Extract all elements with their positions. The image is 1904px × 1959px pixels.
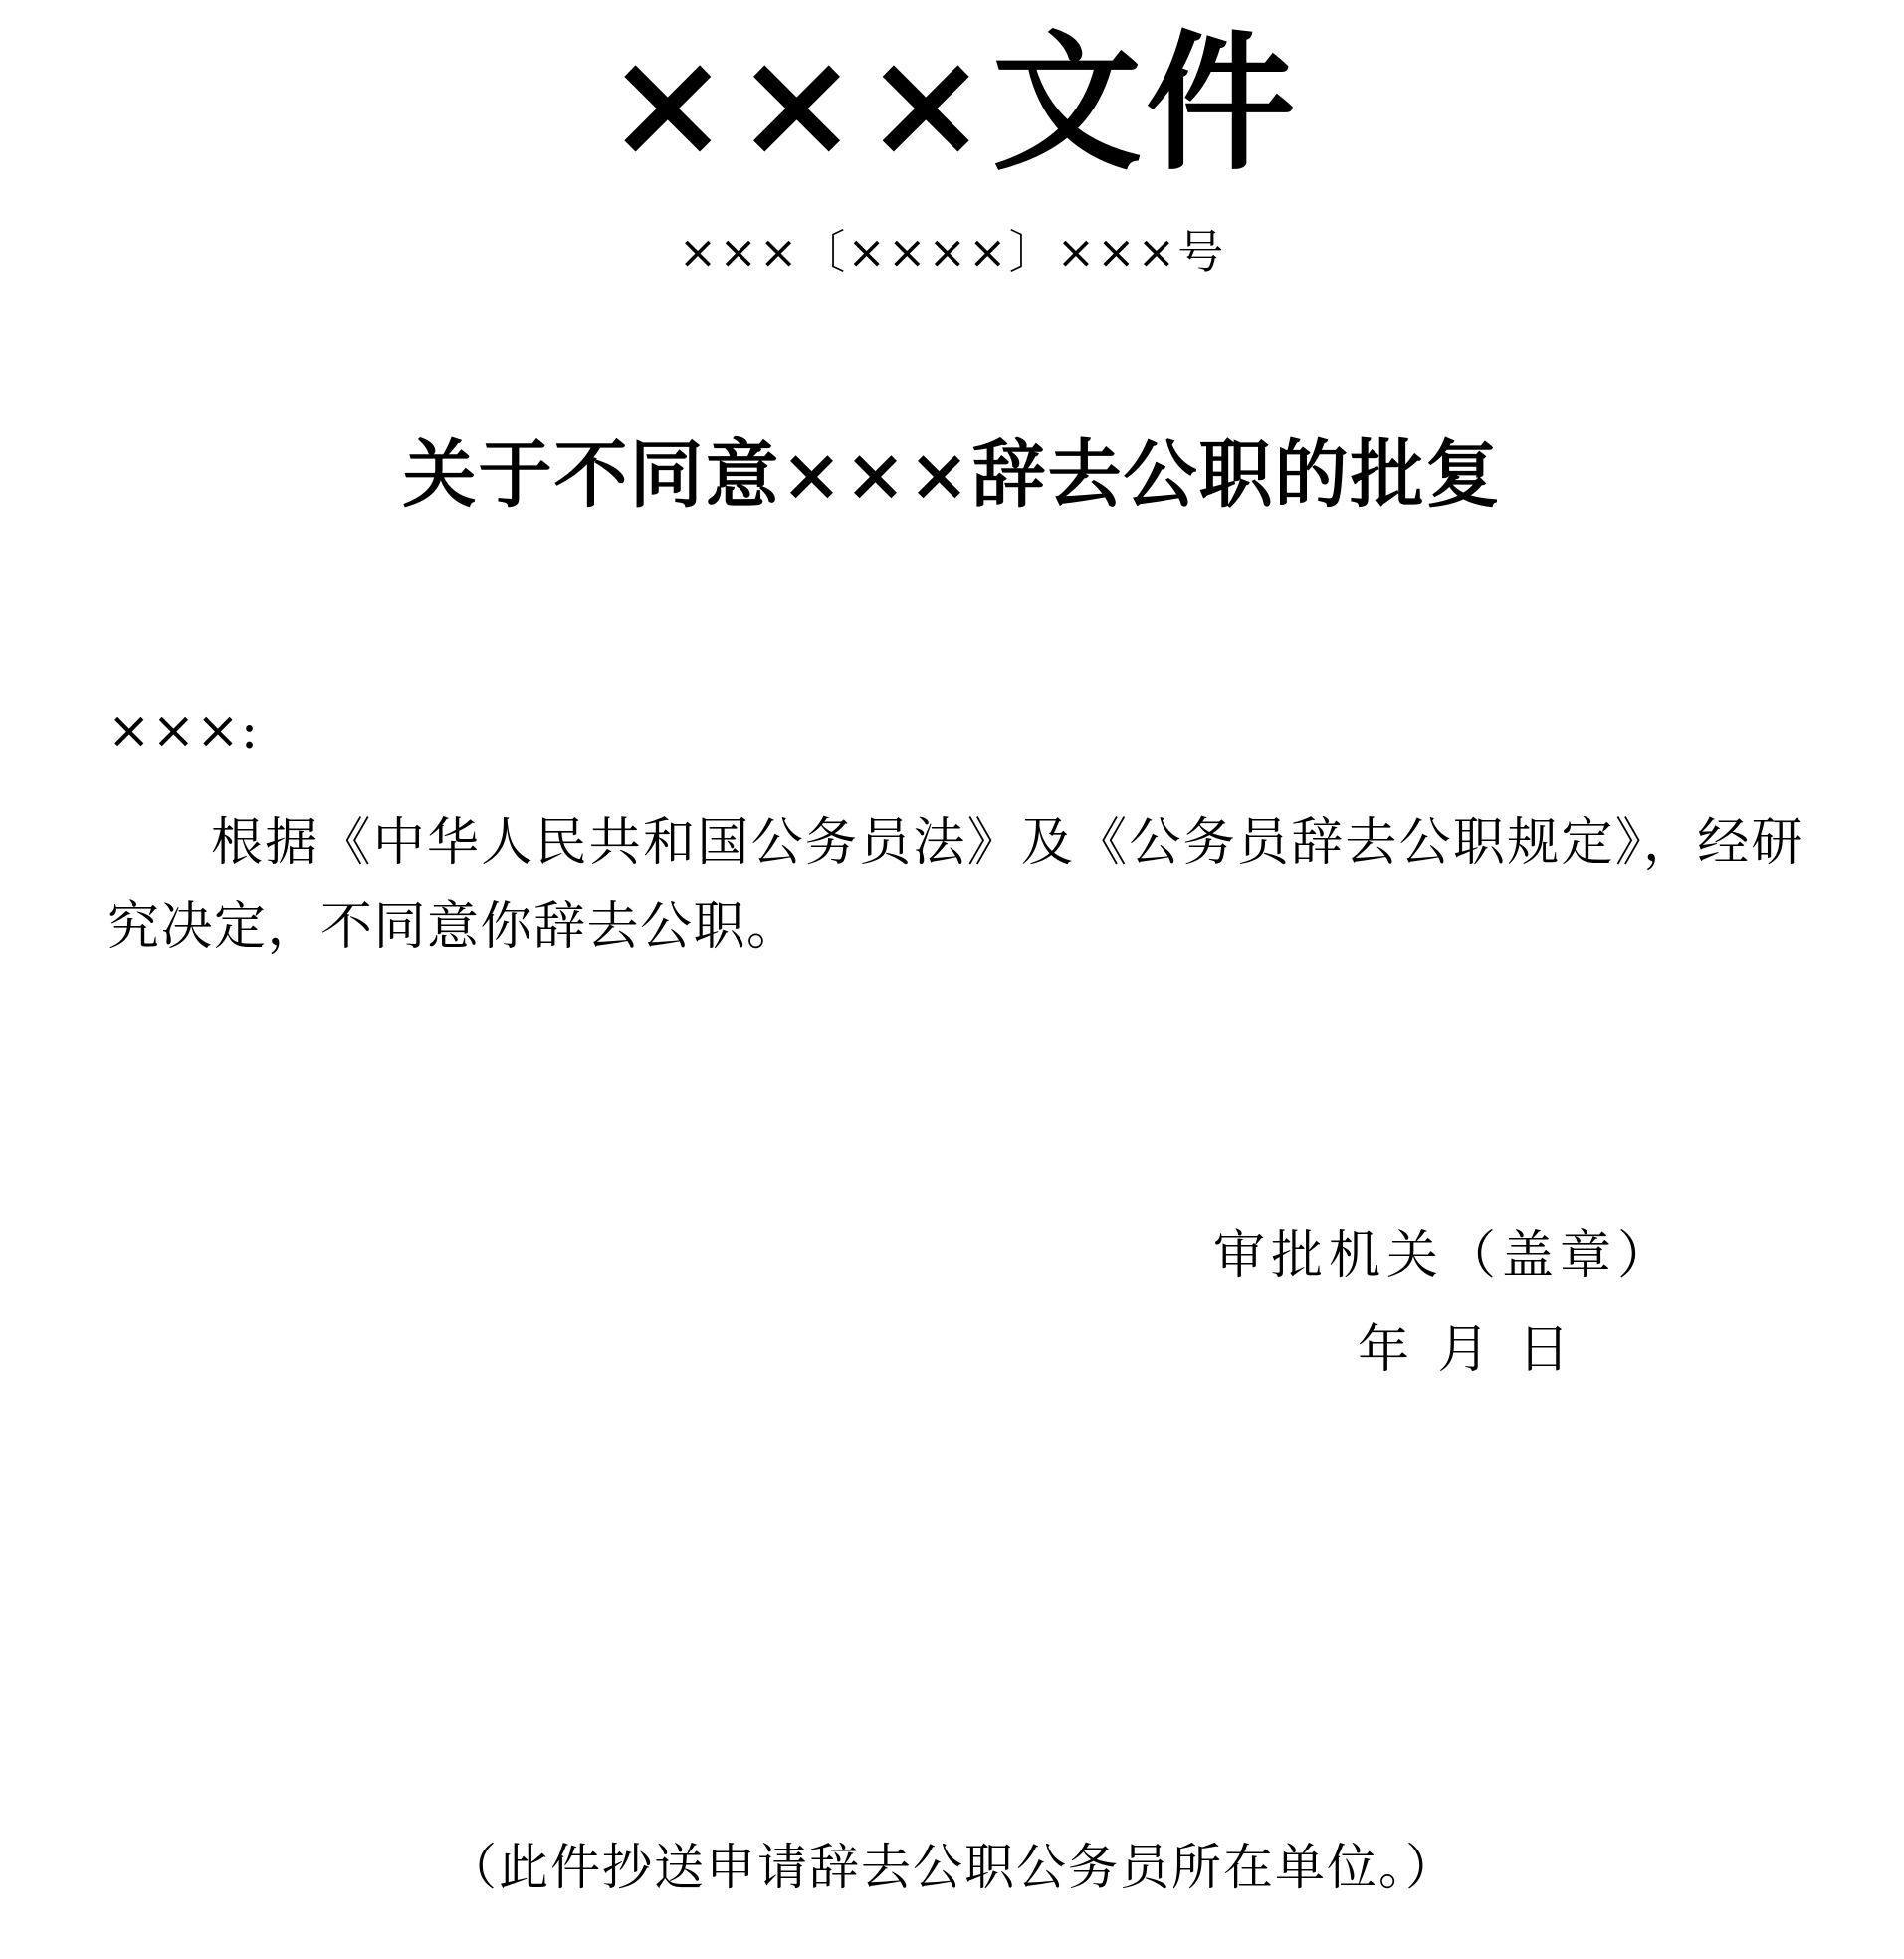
document-number: ×××〔××××〕×××号	[678, 224, 1226, 279]
signature-organization: 审批机关（盖章）	[1212, 1226, 1675, 1287]
masthead	[60, 18, 1844, 190]
recipient-line: ×××:	[107, 701, 260, 762]
footer-note: （此件抄送申请辞去公职公务员所在单位。）	[447, 1839, 1457, 1896]
signature-block	[60, 1217, 1844, 1389]
document-page	[0, 18, 1904, 1959]
signature-date: 年 月 日	[1357, 1320, 1576, 1381]
body-paragraph: 根据《中华人民共和国公务员法》及《公务员辞去公职规定》，经研究决定，不同意你辞去公职。	[107, 812, 1804, 958]
document-title: 关于不同意×××辞去公职的批复	[402, 431, 1502, 518]
masthead-title: ×××文件	[604, 16, 1300, 191]
